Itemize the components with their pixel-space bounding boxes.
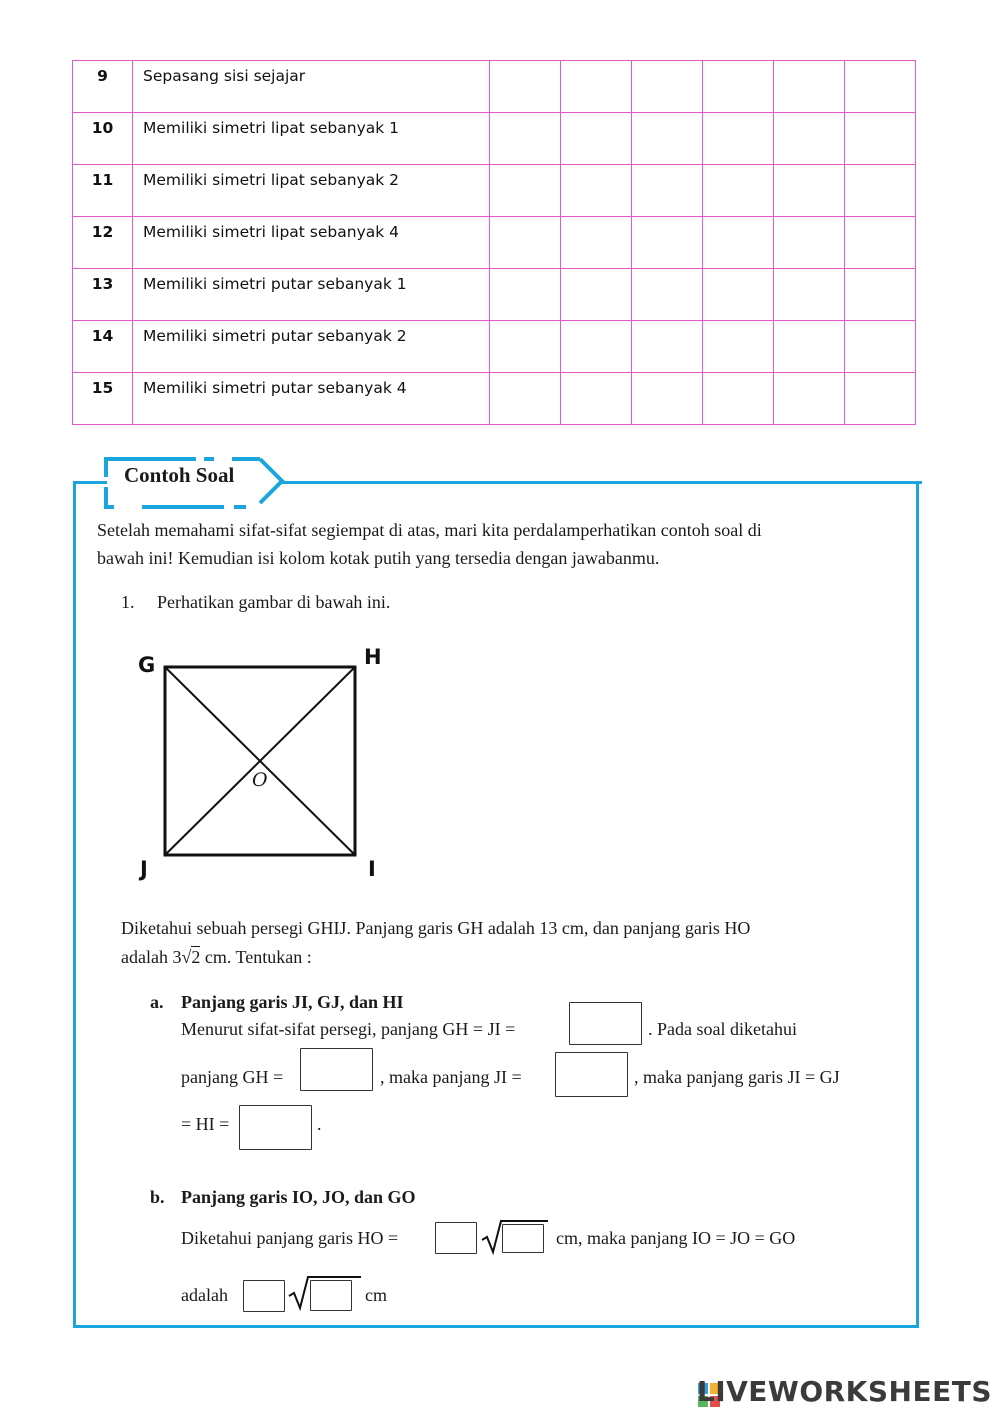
part-b-heading: Panjang garis IO, JO, dan GO bbox=[181, 1187, 416, 1207]
row-number: 12 bbox=[73, 217, 133, 269]
row-description: Memiliki simetri lipat sebanyak 1 bbox=[133, 113, 490, 165]
vertex-label-g: G bbox=[138, 653, 156, 677]
table-row bbox=[73, 61, 916, 113]
part-b-label: b. bbox=[150, 1187, 165, 1207]
answer-box-hi[interactable] bbox=[239, 1105, 312, 1150]
vertex-label-j: J bbox=[140, 857, 148, 881]
part-a-line3-post: . bbox=[317, 1114, 322, 1134]
problem-line-2-pre: adalah 3 bbox=[121, 947, 182, 967]
problem-line-2 bbox=[121, 943, 312, 971]
answer-cell[interactable] bbox=[703, 269, 774, 321]
answer-cell[interactable] bbox=[561, 61, 632, 113]
answer-box-go-coefficient[interactable] bbox=[243, 1280, 285, 1312]
answer-cell[interactable] bbox=[490, 217, 561, 269]
answer-cell[interactable] bbox=[845, 61, 916, 113]
problem-line-1: Diketahui sebuah persegi GHIJ. Panjang garis GH adalah 13 cm, dan panjang garis HO bbox=[121, 918, 751, 938]
answer-cell[interactable] bbox=[703, 373, 774, 425]
answer-cell[interactable] bbox=[774, 61, 845, 113]
answer-cell[interactable] bbox=[703, 61, 774, 113]
answer-cell[interactable] bbox=[632, 321, 703, 373]
liveworksheets-brand: LIVEWORKSHEETS bbox=[696, 1375, 992, 1408]
answer-cell[interactable] bbox=[845, 113, 916, 165]
part-a-heading: Panjang garis JI, GJ, dan HI bbox=[181, 992, 404, 1012]
square-figure bbox=[130, 640, 400, 890]
row-description: Memiliki simetri lipat sebanyak 4 bbox=[133, 217, 490, 269]
answer-cell[interactable] bbox=[774, 113, 845, 165]
answer-cell[interactable] bbox=[632, 113, 703, 165]
row-number: 11 bbox=[73, 165, 133, 217]
sqrt-symbol: √ bbox=[181, 947, 192, 967]
center-label-o: O bbox=[252, 769, 268, 791]
row-number: 14 bbox=[73, 321, 133, 373]
intro-line-2: bawah ini! Kemudian isi kolom kotak putih yang tersedia dengan jawabanmu. bbox=[97, 548, 660, 568]
answer-cell[interactable] bbox=[632, 61, 703, 113]
table-row bbox=[73, 113, 916, 165]
answer-cell[interactable] bbox=[845, 269, 916, 321]
answer-cell[interactable] bbox=[845, 321, 916, 373]
answer-cell[interactable] bbox=[703, 321, 774, 373]
frame-top-edge-right bbox=[282, 481, 922, 484]
answer-cell[interactable] bbox=[561, 217, 632, 269]
answer-cell[interactable] bbox=[703, 113, 774, 165]
answer-box-gh-ji[interactable] bbox=[569, 1002, 642, 1045]
answer-cell[interactable] bbox=[774, 321, 845, 373]
answer-cell[interactable] bbox=[703, 165, 774, 217]
question-number: 1. bbox=[121, 592, 135, 612]
answer-cell[interactable] bbox=[845, 165, 916, 217]
answer-cell[interactable] bbox=[703, 217, 774, 269]
answer-cell[interactable] bbox=[490, 321, 561, 373]
answer-cell[interactable] bbox=[774, 269, 845, 321]
table-row bbox=[73, 321, 916, 373]
vertex-label-i: I bbox=[368, 857, 376, 881]
row-description: Memiliki simetri putar sebanyak 4 bbox=[133, 373, 490, 425]
answer-cell[interactable] bbox=[490, 113, 561, 165]
row-number: 9 bbox=[73, 61, 133, 113]
part-b-line2-post: cm bbox=[365, 1285, 387, 1305]
answer-cell[interactable] bbox=[490, 165, 561, 217]
part-a-line3-pre: = HI = bbox=[181, 1114, 230, 1134]
answer-cell[interactable] bbox=[490, 269, 561, 321]
intro-line-1: Setelah memahami sifat-sifat segiempat di atas, mari kita perdalamperhatikan contoh soal di bbox=[97, 520, 762, 540]
table-row bbox=[73, 373, 916, 425]
answer-cell[interactable] bbox=[561, 321, 632, 373]
answer-cell[interactable] bbox=[845, 373, 916, 425]
row-number: 15 bbox=[73, 373, 133, 425]
part-a-line2-a: panjang GH = bbox=[181, 1067, 284, 1087]
part-b-line1-pre: Diketahui panjang garis HO = bbox=[181, 1228, 399, 1248]
part-a-label: a. bbox=[150, 992, 164, 1012]
answer-cell[interactable] bbox=[774, 217, 845, 269]
part-a-line2-c: , maka panjang garis JI = GJ bbox=[634, 1067, 840, 1087]
vertex-label-h: H bbox=[364, 645, 382, 669]
properties-table bbox=[72, 60, 916, 425]
table-row bbox=[73, 165, 916, 217]
part-b-line1-post: cm, maka panjang IO = JO = GO bbox=[556, 1228, 796, 1248]
answer-cell[interactable] bbox=[490, 61, 561, 113]
table-row bbox=[73, 217, 916, 269]
problem-sqrt-value: 2 bbox=[191, 947, 201, 967]
problem-line-2-post: cm. Tentukan : bbox=[200, 947, 312, 967]
answer-box-ho-radicand[interactable] bbox=[502, 1224, 544, 1253]
answer-cell[interactable] bbox=[561, 113, 632, 165]
section-title: Contoh Soal bbox=[124, 463, 235, 487]
answer-cell[interactable] bbox=[561, 373, 632, 425]
answer-cell[interactable] bbox=[632, 217, 703, 269]
table-row bbox=[73, 269, 916, 321]
row-description: Sepasang sisi sejajar bbox=[133, 61, 490, 113]
answer-cell[interactable] bbox=[561, 165, 632, 217]
part-a-line1-post: . Pada soal diketahui bbox=[648, 1019, 797, 1039]
answer-box-go-radicand[interactable] bbox=[310, 1280, 352, 1311]
row-description: Memiliki simetri putar sebanyak 1 bbox=[133, 269, 490, 321]
answer-cell[interactable] bbox=[632, 165, 703, 217]
answer-cell[interactable] bbox=[632, 373, 703, 425]
row-number: 13 bbox=[73, 269, 133, 321]
answer-cell[interactable] bbox=[774, 165, 845, 217]
part-b-line2-pre: adalah bbox=[181, 1285, 228, 1305]
answer-box-ho-coefficient[interactable] bbox=[435, 1222, 477, 1254]
row-description: Memiliki simetri lipat sebanyak 2 bbox=[133, 165, 490, 217]
answer-cell[interactable] bbox=[845, 217, 916, 269]
answer-cell[interactable] bbox=[632, 269, 703, 321]
answer-cell[interactable] bbox=[561, 269, 632, 321]
answer-box-ji[interactable] bbox=[555, 1052, 628, 1097]
part-a-line2-b: , maka panjang JI = bbox=[380, 1067, 522, 1087]
part-a-line1-pre: Menurut sifat-sifat persegi, panjang GH = JI = bbox=[181, 1019, 516, 1039]
row-description: Memiliki simetri putar sebanyak 2 bbox=[133, 321, 490, 373]
answer-cell[interactable] bbox=[774, 373, 845, 425]
answer-cell[interactable] bbox=[490, 373, 561, 425]
question-text: Perhatikan gambar di bawah ini. bbox=[157, 592, 391, 612]
answer-box-gh[interactable] bbox=[300, 1048, 373, 1091]
row-number: 10 bbox=[73, 113, 133, 165]
